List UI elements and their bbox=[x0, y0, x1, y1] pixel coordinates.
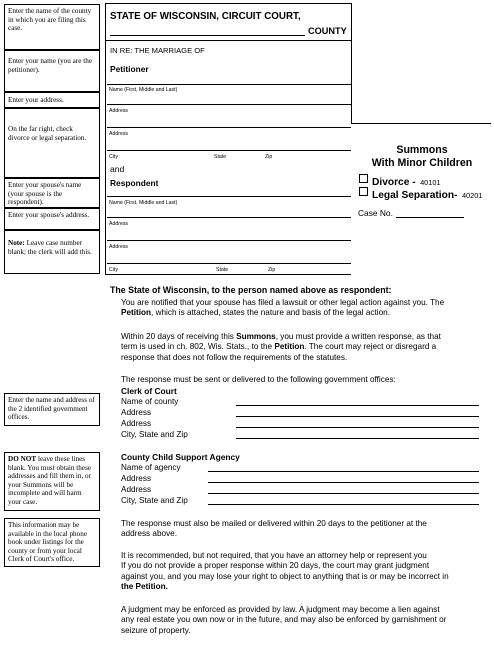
respondent-address2-caption: Address bbox=[109, 244, 129, 250]
respondent-address1-caption: Address bbox=[109, 221, 129, 227]
county-label: COUNTY bbox=[308, 26, 347, 36]
in-re-heading: IN RE: THE MARRIAGE OF bbox=[110, 46, 205, 55]
respondent-label: Respondent bbox=[110, 178, 159, 188]
agency-row-address-1: Address bbox=[121, 474, 152, 483]
agency-row-address-2: Address bbox=[121, 485, 152, 494]
clerk-row-name-of-county: Name of county bbox=[121, 397, 179, 406]
title-summons: Summons bbox=[396, 144, 448, 156]
respondent-name-caption: Name (First, Middle and Last) bbox=[109, 200, 178, 206]
clerk-line-address-1[interactable] bbox=[236, 416, 479, 417]
case-number-line[interactable] bbox=[396, 217, 464, 218]
agency-row-city-state-zip: City, State and Zip bbox=[121, 496, 188, 505]
note-spouse-name: Enter your spouse's name (your spouse is the respondent). bbox=[4, 178, 100, 208]
respondent-address2-line[interactable] bbox=[107, 240, 351, 241]
respondent-city-line[interactable] bbox=[107, 263, 351, 264]
petitioner-city-line[interactable] bbox=[107, 150, 351, 151]
respondent-city-caption: City bbox=[109, 267, 118, 273]
petitioner-address2-caption: Address bbox=[109, 131, 129, 137]
petitioner-address2-line[interactable] bbox=[107, 127, 351, 128]
note-do-not-leave-blank: DO NOT leave these lines blank. You must obtain these addresses and fill them in, or your Summons will be incomplete and will harm your case. bbox=[4, 452, 100, 511]
petitioner-address1-line[interactable] bbox=[107, 104, 351, 105]
divorce-checkbox[interactable] bbox=[359, 174, 368, 183]
note-case-number: Note: Leave case number blank; the clerk will add this. bbox=[4, 230, 100, 274]
paragraph-government-offices: The response must be sent or delivered to the following government offices: bbox=[121, 375, 396, 384]
agency-line-address-2[interactable] bbox=[208, 493, 479, 494]
divorce-label: Divorce - 40101 bbox=[372, 177, 441, 188]
respondent-state-caption: State bbox=[216, 267, 229, 273]
note-divorce-or-separation: On the far right, check divorce or legal separation. bbox=[4, 108, 100, 178]
caption-top-border bbox=[105, 3, 351, 4]
agency-row-name-of-agency: Name of agency bbox=[121, 463, 181, 472]
note-phone-book: This information may be available in the local phone book under listings for the county or from your local Clerk of Court's office. bbox=[4, 518, 100, 567]
clerk-of-court-heading: Clerk of Court bbox=[121, 386, 177, 396]
document-title bbox=[352, 144, 492, 169]
note-address: Enter your address. bbox=[4, 92, 100, 108]
caption-bottom-border bbox=[105, 274, 351, 275]
and-label: and bbox=[110, 164, 125, 174]
petitioner-state-caption: State bbox=[214, 154, 227, 160]
respondent-name-line[interactable] bbox=[107, 196, 351, 197]
note-spouse-address: Enter your spouse's address. bbox=[4, 208, 100, 230]
agency-line-address-1[interactable] bbox=[208, 482, 479, 483]
caption-right-border bbox=[351, 3, 352, 123]
paragraph-mail-petitioner: The response must also be mailed or delivered within 20 days to the petitioner at the address above. bbox=[121, 519, 427, 539]
agency-line-name-of-agency[interactable] bbox=[208, 471, 479, 472]
header-divider bbox=[105, 40, 351, 41]
paragraph-attorney: It is recommended, but not required, that you have an attorney help or represent you If you do not provide a proper response within 20 days, the court may grant judgment against you, and you may lose your right to object to anything that is or may be incorrect in the Petition. bbox=[121, 551, 449, 592]
court-heading: STATE OF WISCONSIN, CIRCUIT COURT, bbox=[110, 11, 301, 22]
petitioner-city-caption: City bbox=[109, 154, 118, 160]
county-line[interactable] bbox=[110, 35, 305, 36]
paragraph-judgment: A judgment may be enforced as provided by law. A judgment may become a lien against any real estate you own now or in the future, and may also be enforced by garnishment or seizure of property. bbox=[121, 605, 447, 635]
paragraph-response-deadline: Within 20 days of receiving this Summons, you must provide a written response, as that term is used in ch. 802, Wis. Stats., to the Petition. The court may reject or disregard a response that does not follow the requirements of the statutes. bbox=[121, 332, 441, 362]
case-number-label: Case No. bbox=[358, 208, 393, 218]
respondent-zip-caption: Zip bbox=[268, 267, 276, 273]
petitioner-address1-caption: Address bbox=[109, 108, 129, 114]
petitioner-zip-caption: Zip bbox=[265, 154, 273, 160]
petitioner-name-caption: Name (First, Middle and Last) bbox=[109, 87, 178, 93]
clerk-line-name-of-county[interactable] bbox=[236, 405, 479, 406]
clerk-line-city-state-zip[interactable] bbox=[236, 438, 479, 439]
child-support-agency-heading: County Child Support Agency bbox=[121, 452, 240, 462]
legal-separation-label: Legal Separation- 40201 bbox=[372, 190, 483, 201]
respondent-address1-line[interactable] bbox=[107, 217, 351, 218]
agency-line-city-state-zip[interactable] bbox=[208, 504, 479, 505]
clerk-line-address-2[interactable] bbox=[236, 427, 479, 428]
clerk-row-address-2: Address bbox=[121, 419, 152, 428]
title-divider bbox=[351, 123, 491, 124]
clerk-row-city-state-zip: City, State and Zip bbox=[121, 430, 188, 439]
caption-left-border bbox=[105, 3, 106, 274]
petitioner-label: Petitioner bbox=[110, 64, 149, 74]
clerk-row-address-1: Address bbox=[121, 408, 152, 417]
paragraph-notice: You are notified that your spouse has filed a lawsuit or other legal action against you. The Petition, which is attached, states the nature and basis of the legal action. bbox=[121, 298, 445, 318]
note-government-offices: Enter the name and address of the 2 identified government offices. bbox=[4, 393, 100, 426]
note-county: Enter the name of the county in which you are filing this case. bbox=[4, 4, 100, 50]
title-with-minor-children: With Minor Children bbox=[371, 156, 473, 169]
summons-heading: The State of Wisconsin, to the person named above as respondent: bbox=[110, 285, 392, 295]
petitioner-name-line[interactable] bbox=[107, 84, 351, 85]
note-petitioner-name: Enter your name (you are the petitioner). bbox=[4, 50, 100, 92]
legal-separation-checkbox[interactable] bbox=[359, 187, 368, 196]
